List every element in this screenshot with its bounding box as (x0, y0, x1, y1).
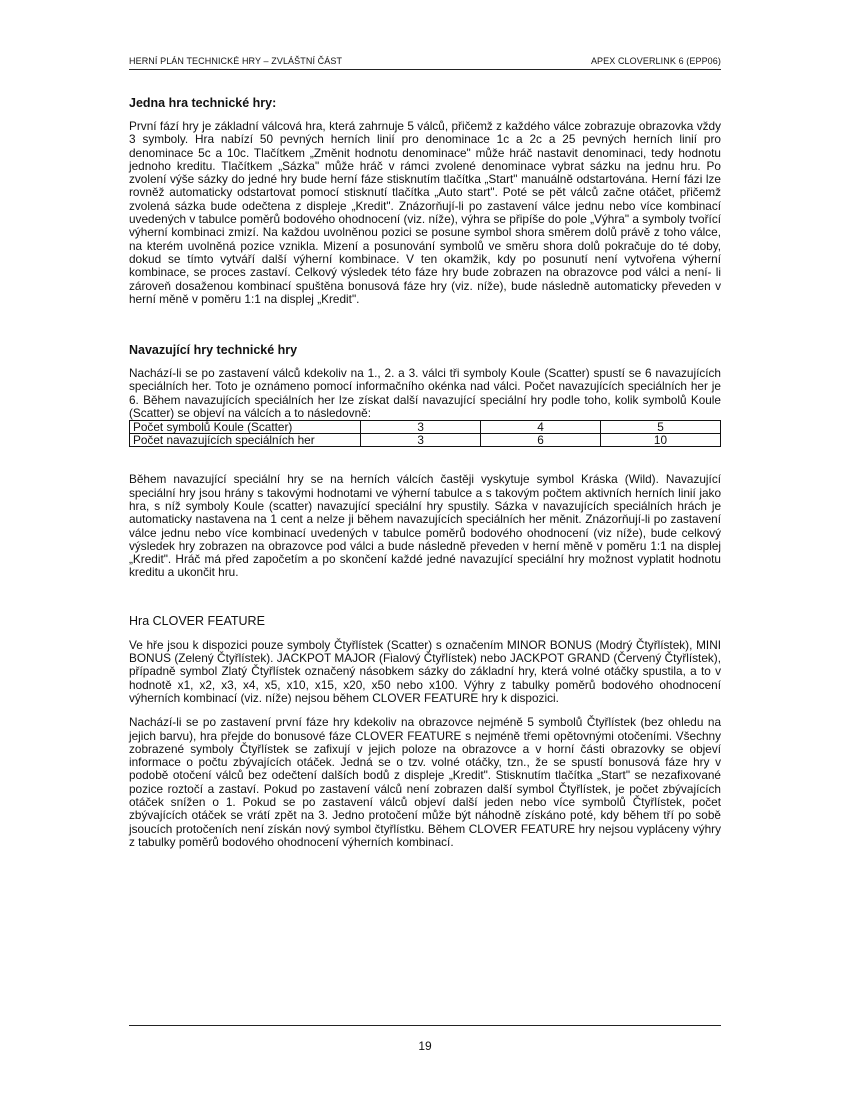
section2-title: Navazující hry technické hry (129, 343, 298, 358)
table-cell-value: 10 (600, 434, 720, 447)
page-header (129, 56, 721, 70)
section1-paragraph: První fází hry je základní válcová hra, která zahrnuje 5 válců, přičemž z každého válce zobrazuje obrazovka vždy 3 symboly. Hra nabízí 50 pevných herních linií pro denominace 1c a 2c a 25 pevných herních linií pro denominace 5c a 10c. Tlačítkem „Změnit hodnotu denominace" může hráč nastavit denominaci, tedy hodnotu jednoho kreditu. Tlačítkem „Sázka" může hráč v rámci zvolené denominace vybrat sázku na jednu hru. Po zvolení výše sázky do jedné hry bude herní fáze stisknutím tlačítka „Start" manuálně odstartována. Herní fázi lze rovněž automaticky odstartovat pomocí stisknutí tlačítka „Auto start". Poté se pět válců začne otáčet, přičemž zvolená sázka bude odečtena z displeje „Kredit". Znázorňují-li po zastavení válce jednu nebo více kombinací uvedených v tabulce poměrů bodového ohodnocení (viz. níže), výhra se připíše do pole „Výhra" a symboly tvořící výherní kombinaci zmizí. Na každou uvolněnou pozici se posune symbol shora směrem dolů právě z toho válce, na kterém uvolněná pozice vznikla. Mizení a posunování symbolů ve směru shora dolů pokračuje do té doby, dokud se tímto vytváří další výherní kombinace. V ten okamžik, kdy po posunutí není vytvořena výherní kombinace, se proces zastaví. Celkový výsledek této fáze hry bude zobrazen na obrazovce pod válci a není- li zároveň dosaženou kombinací spuštěna bonusová fáze hry (viz. níže), bude následně automaticky převeden v herní měně v poměru 1:1 na displej „Kredit". (129, 119, 721, 306)
section3-paragraph1: Ve hře jsou k dispozici pouze symboly Čtyřlístek (Scatter) s označením MINOR BONUS (Modrý Čtyřlístek), MINI BONUS (Zelený Čtyřlístek). JACKPOT MAJOR (Fialový Čtyřlístek) nebo JACKPOT GRAND (Červený Čtyřlístek), případně symbol Zlatý Čtyřlístek označený násobkem sázky do základní hry, která volné otáčky spustila, a to v hodnotě x1, x2, x3, x4, x5, x10, x15, x20, x50 nebo x100. Výhry z tabulky poměrů bodového ohodnocení výherních kombinací (viz. níže) nejsou během CLOVER FEATURE hry k dispozici. (129, 637, 721, 705)
section2-paragraph2: Během navazující speciální hry se na herních válcích častěji vyskytuje symbol Kráska (Wild). Navazující speciální hry jsou hrány s takovými hodnotami ve výherní tabulce a s takovým počtem aktivních herních linií jako hra, s níž symboly Koule (scatter) navazující speciální hry spustily. Sázka v navazujících speciálních hrách je automaticky nastavena na 1 cent a nelze ji během navazujících speciálních her měnit. Znázorňují-li po zastavení válce jednu nebo více kombinací uvedených v tabulce poměrů bodového ohodnocení (viz níže), bude celkový výsledek hry zobrazen na obrazovce pod válci a bude následně převeden v herní měně v poměru 1:1 na displej „Kredit". Hráč má před započetím a po skončení každé jedné navazující speciální hry možnost vyplatit hodnotu kreditu a ukončit hru. (129, 472, 721, 580)
section3-title: Hra CLOVER FEATURE (129, 613, 265, 628)
table-cell-label: Počet symbolů Koule (Scatter) (130, 421, 361, 434)
section3-paragraph2: Nachází-li se po zastavení první fáze hry kdekoliv na obrazovce nejméně 5 symbolů Čtyřlístek (bez ohledu na jejich barvu), hra přejde do bonusové fáze CLOVER FEATURE s nejméně třemi opětovnými otočeními. Všechny zobrazené symboly Čtyřlístek se zafixují v jejich poloze na obrazovce a v horní části obrazovky se objeví informace o počtu zbývajících otáček. Jedná se o tzv. volné otáčky, tzn., že se spustí bonusová fáze hry v podobě otočení válců bez odečtení dalších bodů z displeje „Kredit". Stisknutím tlačítka „Start" se nezafixované pozice roztočí a zastaví. Pokud po zastavení válců není zobrazen další symbol Čtyřlístek, je počet zbývajících otáček snížen o 1. Pokud se po zastavení válců objeví další jeden nebo více symbolů Čtyřlístek, počet zbývajících otáček se vrátí zpět na 3. Jedno protočení může být náhodně získáno poté, kdy během tří po sobě jsoucích protočeních není získán nový symbol čtyřlístku. Během CLOVER FEATURE hry nejsou vypláceny výhry z tabulky poměrů bodového ohodnocení výherních kombinací. (129, 715, 721, 849)
scatter-table (129, 420, 721, 447)
section2-paragraph1: Nachází-li se po zastavení válců kdekoliv na 1., 2. a 3. válci tři symboly Koule (Scatter) spustí se 6 navazujících speciálních her. Toto je oznámeno pomocí informačního okénka nad válci. Počet navazujících speciálních her je 6. Během navazujících speciálních her lze získat další navazující speciální hry podle toho, kolik symbolů Koule (Scatter) se objeví na válcích a to následovně: (129, 366, 721, 421)
header-left-title: HERNÍ PLÁN TECHNICKÉ HRY – ZVLÁŠTNÍ ČÁST (129, 56, 343, 66)
table-cell-value: 3 (361, 421, 481, 434)
header-right-title: APEX CLOVERLINK 6 (EPP06) (590, 56, 721, 66)
table-cell-value: 4 (481, 421, 601, 434)
page-number: 19 (418, 1039, 432, 1053)
table-cell-label: Počet navazujících speciálních her (130, 434, 361, 447)
table-cell-value: 6 (481, 434, 601, 447)
table-row (130, 421, 721, 434)
table-cell-value: 3 (361, 434, 481, 447)
footer-divider (129, 1025, 721, 1026)
document-page (129, 56, 721, 849)
section1-title: Jedna hra technické hry: (129, 96, 277, 110)
table-row (130, 434, 721, 447)
table-cell-value: 5 (600, 421, 720, 434)
